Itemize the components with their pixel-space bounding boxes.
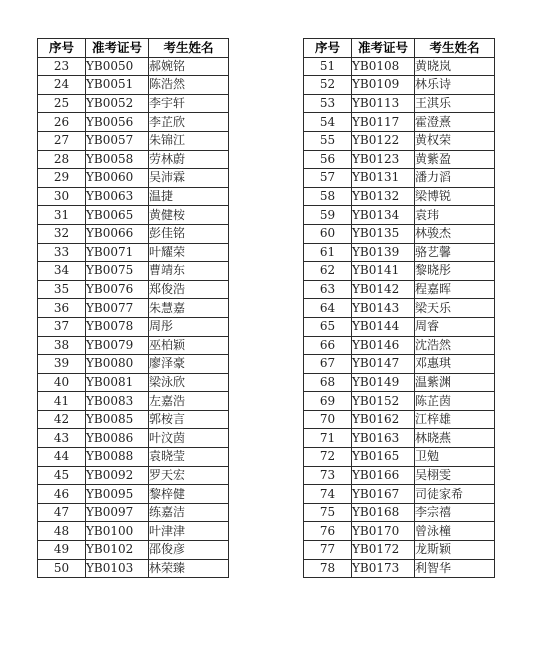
cell-exam-id: YB0149 (352, 373, 415, 392)
cell-exam-id: YB0109 (352, 76, 415, 95)
cell-name: 郝婉铭 (149, 57, 229, 76)
table-row (304, 522, 495, 541)
cell-name: 林晓燕 (415, 429, 495, 448)
cell-seq: 23 (38, 57, 86, 76)
header-exam-id: 准考证号 (86, 39, 149, 58)
table-row (38, 317, 229, 336)
cell-seq: 38 (38, 336, 86, 355)
table-row (304, 541, 495, 560)
cell-exam-id: YB0063 (86, 187, 149, 206)
cell-name: 龙斯颖 (415, 541, 495, 560)
cell-seq: 56 (304, 150, 352, 169)
cell-seq: 37 (38, 317, 86, 336)
cell-seq: 50 (38, 559, 86, 578)
table-row (304, 466, 495, 485)
table-row (304, 410, 495, 429)
cell-name: 黎晓彤 (415, 262, 495, 281)
cell-name: 袁晓莹 (149, 448, 229, 467)
table-row (38, 392, 229, 411)
table-row (38, 355, 229, 374)
cell-exam-id: YB0143 (352, 299, 415, 318)
table-row (38, 280, 229, 299)
table-row (304, 113, 495, 132)
cell-name: 温捷 (149, 187, 229, 206)
cell-exam-id: YB0122 (352, 131, 415, 150)
cell-name: 陈浩然 (149, 76, 229, 95)
cell-seq: 29 (38, 169, 86, 188)
cell-name: 罗天宏 (149, 466, 229, 485)
cell-seq: 41 (38, 392, 86, 411)
table-row (304, 169, 495, 188)
table-row (304, 187, 495, 206)
cell-seq: 74 (304, 485, 352, 504)
cell-seq: 60 (304, 224, 352, 243)
table-row (38, 94, 229, 113)
header-name: 考生姓名 (415, 39, 495, 58)
cell-seq: 44 (38, 448, 86, 467)
table-body-right (304, 57, 495, 578)
table-row (304, 448, 495, 467)
table-row (38, 262, 229, 281)
cell-seq: 64 (304, 299, 352, 318)
cell-seq: 63 (304, 280, 352, 299)
cell-name: 王淇乐 (415, 94, 495, 113)
cell-exam-id: YB0152 (352, 392, 415, 411)
header-seq: 序号 (304, 39, 352, 58)
table-row (38, 299, 229, 318)
table-header-row (304, 39, 495, 58)
cell-seq: 57 (304, 169, 352, 188)
cell-name: 潘力滔 (415, 169, 495, 188)
cell-name: 周彤 (149, 317, 229, 336)
cell-seq: 68 (304, 373, 352, 392)
cell-exam-id: YB0075 (86, 262, 149, 281)
table-row (38, 503, 229, 522)
cell-seq: 53 (304, 94, 352, 113)
cell-exam-id: YB0144 (352, 317, 415, 336)
cell-seq: 67 (304, 355, 352, 374)
cell-name: 袁玮 (415, 206, 495, 225)
table-row (38, 206, 229, 225)
table-row (38, 448, 229, 467)
cell-exam-id: YB0079 (86, 336, 149, 355)
cell-name: 程嘉晖 (415, 280, 495, 299)
table-row (304, 94, 495, 113)
cell-exam-id: YB0052 (86, 94, 149, 113)
table-row (38, 336, 229, 355)
cell-seq: 59 (304, 206, 352, 225)
cell-seq: 39 (38, 355, 86, 374)
table-row (304, 503, 495, 522)
cell-exam-id: YB0083 (86, 392, 149, 411)
cell-name: 黄健桉 (149, 206, 229, 225)
cell-seq: 35 (38, 280, 86, 299)
cell-exam-id: YB0071 (86, 243, 149, 262)
table-row (38, 150, 229, 169)
cell-exam-id: YB0170 (352, 522, 415, 541)
cell-seq: 49 (38, 541, 86, 560)
cell-seq: 55 (304, 131, 352, 150)
table-row (304, 131, 495, 150)
cell-name: 林骏杰 (415, 224, 495, 243)
table-row (38, 410, 229, 429)
cell-exam-id: YB0131 (352, 169, 415, 188)
cell-name: 巫柏颖 (149, 336, 229, 355)
cell-exam-id: YB0077 (86, 299, 149, 318)
cell-seq: 30 (38, 187, 86, 206)
cell-exam-id: YB0060 (86, 169, 149, 188)
table-row (304, 224, 495, 243)
cell-name: 司徒家希 (415, 485, 495, 504)
cell-seq: 27 (38, 131, 86, 150)
cell-seq: 75 (304, 503, 352, 522)
cell-exam-id: YB0172 (352, 541, 415, 560)
cell-exam-id: YB0163 (352, 429, 415, 448)
cell-name: 卫勉 (415, 448, 495, 467)
cell-seq: 76 (304, 522, 352, 541)
table-row (304, 262, 495, 281)
table-row (38, 169, 229, 188)
cell-name: 梁泳欣 (149, 373, 229, 392)
cell-name: 霍澄熹 (415, 113, 495, 132)
cell-seq: 52 (304, 76, 352, 95)
cell-name: 林荣臻 (149, 559, 229, 578)
cell-exam-id: YB0167 (352, 485, 415, 504)
cell-name: 练嘉洁 (149, 503, 229, 522)
cell-seq: 51 (304, 57, 352, 76)
cell-name: 陈芷茵 (415, 392, 495, 411)
cell-name: 郑俊浩 (149, 280, 229, 299)
table-row (38, 466, 229, 485)
cell-exam-id: YB0097 (86, 503, 149, 522)
cell-name: 叶津津 (149, 522, 229, 541)
table-header-row (38, 39, 229, 58)
table-row (304, 559, 495, 578)
table-row (304, 57, 495, 76)
cell-name: 邓惠琪 (415, 355, 495, 374)
cell-exam-id: YB0108 (352, 57, 415, 76)
table-row (304, 336, 495, 355)
cell-name: 左嘉浩 (149, 392, 229, 411)
cell-exam-id: YB0086 (86, 429, 149, 448)
cell-seq: 48 (38, 522, 86, 541)
cell-seq: 25 (38, 94, 86, 113)
table-row (38, 187, 229, 206)
cell-exam-id: YB0141 (352, 262, 415, 281)
table-row (304, 373, 495, 392)
cell-exam-id: YB0135 (352, 224, 415, 243)
cell-exam-id: YB0142 (352, 280, 415, 299)
cell-seq: 34 (38, 262, 86, 281)
candidate-table-right (303, 38, 495, 578)
cell-name: 梁天乐 (415, 299, 495, 318)
cell-exam-id: YB0162 (352, 410, 415, 429)
table-row (38, 559, 229, 578)
cell-name: 黎梓健 (149, 485, 229, 504)
table-row (38, 224, 229, 243)
cell-exam-id: YB0095 (86, 485, 149, 504)
cell-seq: 62 (304, 262, 352, 281)
table-row (304, 206, 495, 225)
cell-exam-id: YB0117 (352, 113, 415, 132)
cell-exam-id: YB0088 (86, 448, 149, 467)
cell-seq: 69 (304, 392, 352, 411)
table-row (38, 131, 229, 150)
cell-name: 朱锦江 (149, 131, 229, 150)
cell-seq: 71 (304, 429, 352, 448)
cell-exam-id: YB0066 (86, 224, 149, 243)
cell-seq: 31 (38, 206, 86, 225)
table-row (304, 299, 495, 318)
cell-seq: 32 (38, 224, 86, 243)
cell-name: 骆艺馨 (415, 243, 495, 262)
cell-seq: 40 (38, 373, 86, 392)
cell-name: 林乐诗 (415, 76, 495, 95)
cell-seq: 36 (38, 299, 86, 318)
cell-exam-id: YB0123 (352, 150, 415, 169)
header-seq: 序号 (38, 39, 86, 58)
table-row (38, 373, 229, 392)
cell-seq: 61 (304, 243, 352, 262)
cell-name: 曾泳橦 (415, 522, 495, 541)
cell-exam-id: YB0165 (352, 448, 415, 467)
cell-seq: 33 (38, 243, 86, 262)
header-exam-id: 准考证号 (352, 39, 415, 58)
table-row (38, 76, 229, 95)
cell-name: 沈浩然 (415, 336, 495, 355)
cell-exam-id: YB0085 (86, 410, 149, 429)
cell-name: 黄权荣 (415, 131, 495, 150)
cell-seq: 26 (38, 113, 86, 132)
cell-seq: 24 (38, 76, 86, 95)
cell-seq: 54 (304, 113, 352, 132)
table-row (38, 243, 229, 262)
cell-exam-id: YB0100 (86, 522, 149, 541)
table-row (38, 522, 229, 541)
cell-name: 劳林蔚 (149, 150, 229, 169)
cell-seq: 65 (304, 317, 352, 336)
cell-exam-id: YB0139 (352, 243, 415, 262)
cell-seq: 47 (38, 503, 86, 522)
cell-exam-id: YB0113 (352, 94, 415, 113)
cell-exam-id: YB0078 (86, 317, 149, 336)
table-row (304, 243, 495, 262)
cell-seq: 42 (38, 410, 86, 429)
table-row (38, 541, 229, 560)
table-row (304, 150, 495, 169)
cell-seq: 45 (38, 466, 86, 485)
cell-seq: 43 (38, 429, 86, 448)
table-row (304, 355, 495, 374)
table-row (38, 113, 229, 132)
cell-seq: 46 (38, 485, 86, 504)
cell-seq: 58 (304, 187, 352, 206)
cell-exam-id: YB0147 (352, 355, 415, 374)
cell-name: 李宇轩 (149, 94, 229, 113)
cell-exam-id: YB0166 (352, 466, 415, 485)
cell-exam-id: YB0092 (86, 466, 149, 485)
table-row (38, 485, 229, 504)
cell-name: 吴栩雯 (415, 466, 495, 485)
table-row (304, 392, 495, 411)
cell-exam-id: YB0134 (352, 206, 415, 225)
cell-name: 邵俊彦 (149, 541, 229, 560)
table-row (304, 317, 495, 336)
cell-name: 郭桉言 (149, 410, 229, 429)
cell-name: 李宗禧 (415, 503, 495, 522)
cell-name: 叶汶茵 (149, 429, 229, 448)
table-row (304, 76, 495, 95)
cell-exam-id: YB0051 (86, 76, 149, 95)
cell-exam-id: YB0056 (86, 113, 149, 132)
cell-name: 曹靖东 (149, 262, 229, 281)
table-row (304, 429, 495, 448)
cell-seq: 66 (304, 336, 352, 355)
cell-name: 李芷欣 (149, 113, 229, 132)
cell-name: 廖泽豪 (149, 355, 229, 374)
cell-exam-id: YB0080 (86, 355, 149, 374)
cell-seq: 77 (304, 541, 352, 560)
cell-exam-id: YB0146 (352, 336, 415, 355)
cell-name: 吴沛霖 (149, 169, 229, 188)
table-row (304, 485, 495, 504)
table-row (38, 429, 229, 448)
cell-exam-id: YB0081 (86, 373, 149, 392)
cell-exam-id: YB0058 (86, 150, 149, 169)
cell-name: 利智华 (415, 559, 495, 578)
table-row (38, 57, 229, 76)
cell-name: 温紫渊 (415, 373, 495, 392)
cell-seq: 72 (304, 448, 352, 467)
table-row (304, 280, 495, 299)
cell-exam-id: YB0076 (86, 280, 149, 299)
cell-exam-id: YB0050 (86, 57, 149, 76)
cell-name: 周睿 (415, 317, 495, 336)
cell-seq: 78 (304, 559, 352, 578)
cell-name: 梁博锐 (415, 187, 495, 206)
cell-name: 黄晓岚 (415, 57, 495, 76)
cell-seq: 73 (304, 466, 352, 485)
header-name: 考生姓名 (149, 39, 229, 58)
cell-name: 朱慧嘉 (149, 299, 229, 318)
cell-exam-id: YB0168 (352, 503, 415, 522)
cell-seq: 70 (304, 410, 352, 429)
cell-name: 江梓雄 (415, 410, 495, 429)
cell-exam-id: YB0173 (352, 559, 415, 578)
cell-name: 黄紫盈 (415, 150, 495, 169)
table-body-left (38, 57, 229, 578)
cell-name: 彭佳铭 (149, 224, 229, 243)
cell-exam-id: YB0057 (86, 131, 149, 150)
cell-exam-id: YB0065 (86, 206, 149, 225)
candidate-table-left (37, 38, 229, 578)
cell-exam-id: YB0103 (86, 559, 149, 578)
cell-seq: 28 (38, 150, 86, 169)
cell-name: 叶耀荣 (149, 243, 229, 262)
cell-exam-id: YB0132 (352, 187, 415, 206)
cell-exam-id: YB0102 (86, 541, 149, 560)
